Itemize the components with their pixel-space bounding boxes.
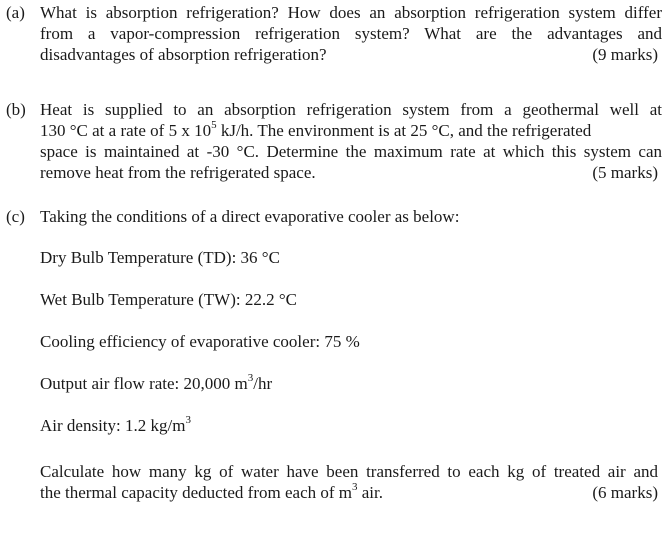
question-c-task-line-2-post: air. (357, 483, 383, 502)
question-c-task-line-2-pre: the thermal capacity deducted from each of m (40, 483, 352, 502)
question-c-label: (c) (6, 207, 25, 226)
wet-bulb-temperature: Wet Bulb Temperature (TW): 22.2 °C (40, 290, 297, 309)
question-c (0, 206, 662, 506)
dry-bulb-temperature: Dry Bulb Temperature (TD): 36 °C (40, 248, 280, 267)
question-b-label: (b) (6, 100, 26, 119)
question-b (0, 99, 662, 183)
flow-rate-exponent: 3 (247, 372, 254, 385)
question-b-line-1: Heat is supplied to an absorption refrigeration system from a geothermal well at (40, 100, 662, 119)
question-c-task (40, 461, 658, 503)
question-b-line-2 (40, 120, 662, 141)
question-a-marks: (9 marks) (592, 45, 658, 64)
question-b-exponent: 5 (211, 119, 217, 132)
question-c-marks: (6 marks) (592, 483, 658, 502)
question-a (0, 2, 662, 65)
question-b-line-4-wrap (40, 162, 662, 183)
cooling-efficiency: Cooling efficiency of evaporative cooler: 75 % (40, 332, 360, 351)
question-c-task-line-2 (40, 482, 658, 503)
question-c-intro: Taking the conditions of a direct evaporative cooler as below: (40, 207, 460, 226)
question-a-line-3: disadvantages of absorption refrigeration? (40, 45, 327, 64)
question-b-line-2-post: kJ/h. The environment is at 25 °C, and the refrigerated (216, 121, 592, 140)
air-density (40, 415, 191, 436)
question-b-line-2-pre: 130 °C at a rate of 5 x 10 (40, 121, 212, 140)
air-density-text: Air density: 1.2 kg/m (40, 416, 186, 435)
flow-rate-text: Output air flow rate: 20,000 m (40, 374, 248, 393)
question-a-line-1: What is absorption refrigeration? How does an absorption refrigeration system differ (40, 3, 662, 22)
output-air-flow-rate (40, 373, 272, 394)
question-a-line-2: from a vapor-compression refrigeration system? What are the advantages and (40, 24, 662, 43)
question-b-line-4: remove heat from the refrigerated space. (40, 163, 316, 182)
flow-rate-unit: /hr (253, 374, 273, 393)
question-a-label: (a) (6, 3, 25, 22)
question-a-line-3-wrap (40, 44, 662, 65)
air-density-exponent: 3 (185, 414, 191, 427)
question-b-marks: (5 marks) (592, 163, 658, 182)
question-c-task-line-1: Calculate how many kg of water have been transferred to each kg of treated air and (40, 462, 658, 481)
question-b-line-3: space is maintained at -30 °C. Determine the maximum rate at which this system can (40, 142, 662, 161)
question-c-task-exponent: 3 (352, 481, 358, 494)
